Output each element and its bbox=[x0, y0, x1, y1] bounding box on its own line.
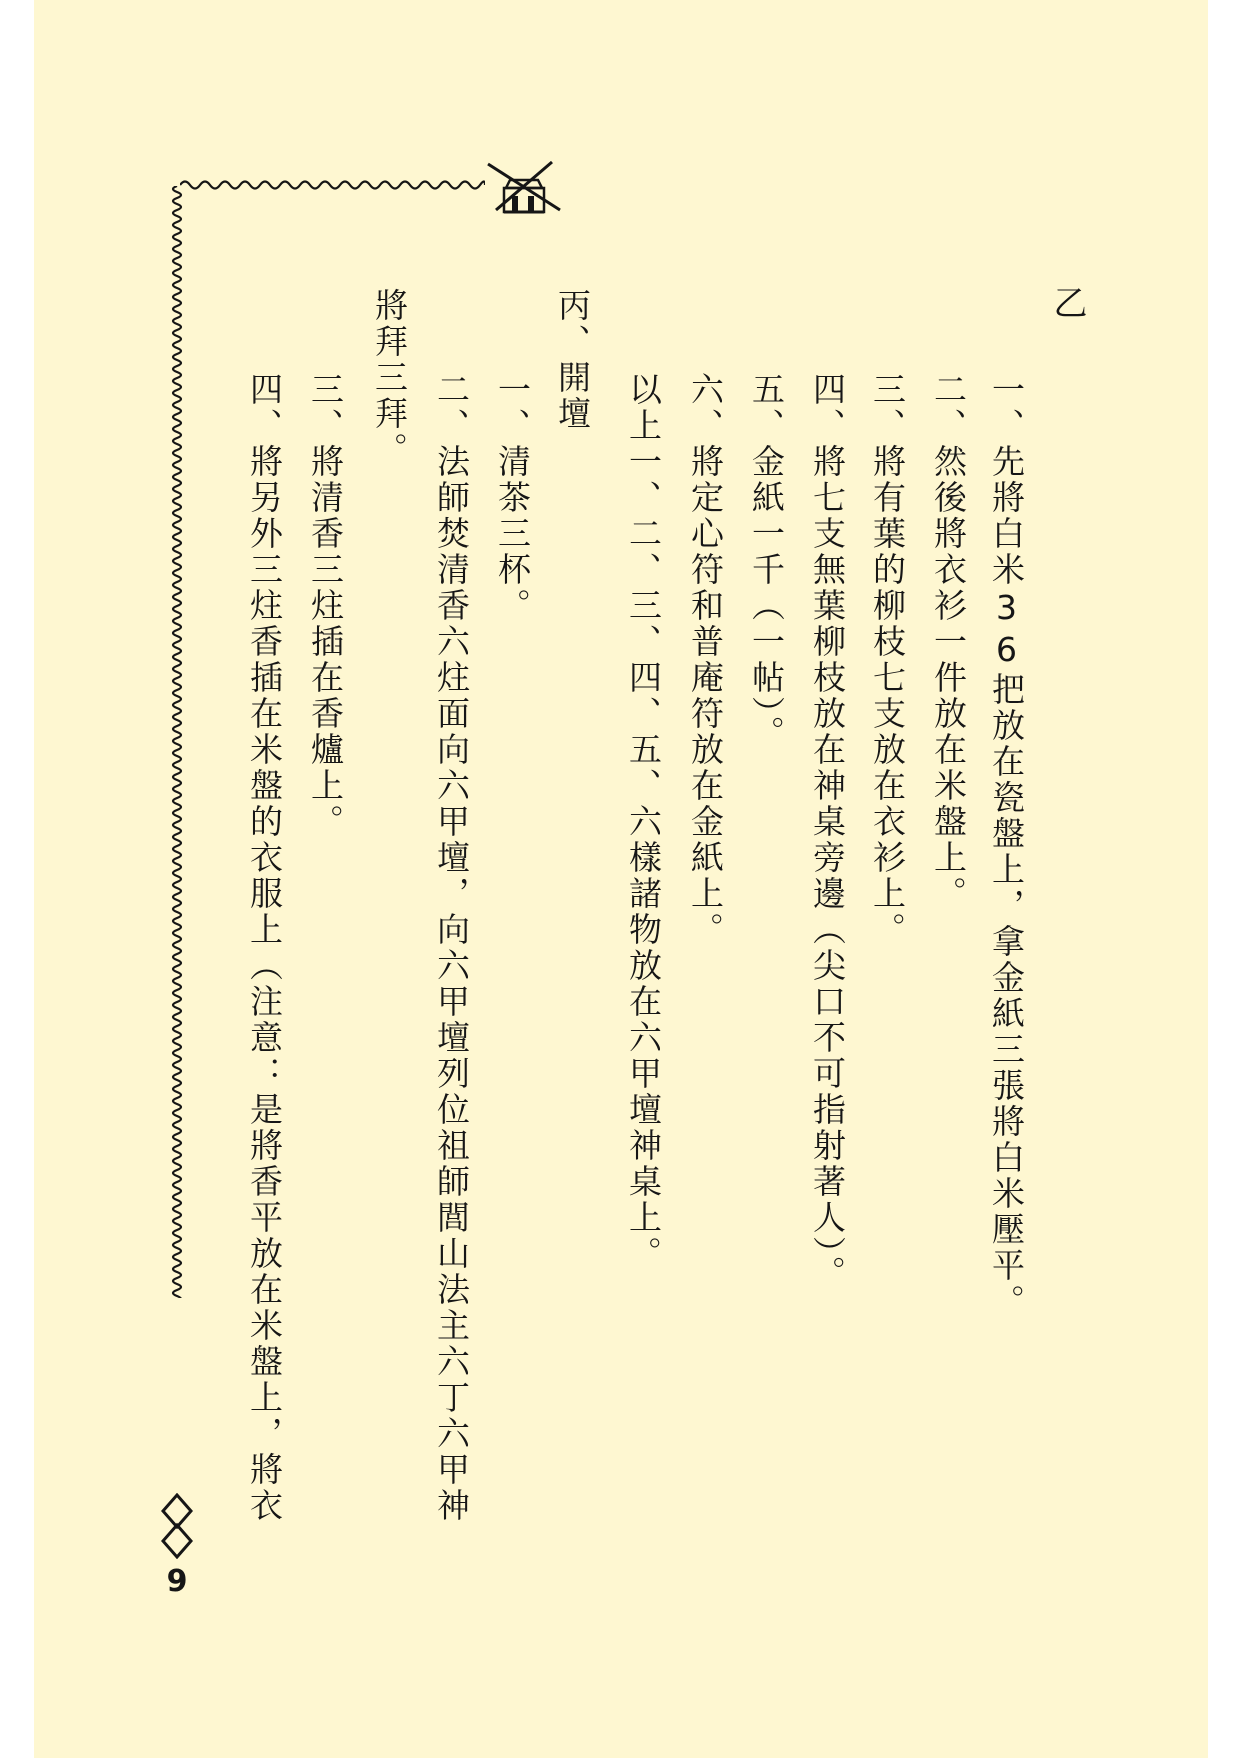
section-heading-bing: 丙、開壇 bbox=[553, 288, 592, 432]
text-line-3: 三、將有葉的柳枝七支放在衣衫上。 bbox=[868, 372, 907, 948]
text-line-9: 一、清茶三杯。 bbox=[493, 372, 532, 624]
text-line-5: 五、金紙一千（一帖）。 bbox=[747, 372, 786, 752]
book-page bbox=[34, 0, 1208, 1758]
rope-border-top bbox=[180, 178, 485, 192]
rope-border-left bbox=[166, 186, 188, 1298]
text-line-4: 四、將七支無葉柳枝放在神桌旁邊（尖口不可指射著人）。 bbox=[808, 372, 847, 1292]
page-number: 9 bbox=[166, 1564, 188, 1599]
text-line-12: 三、將清香三炷插在香爐上。 bbox=[306, 372, 345, 840]
text-line-11: 將拜三拜。 bbox=[370, 288, 409, 468]
page-marker-diamond-icon bbox=[160, 1493, 194, 1559]
text-line-13: 四、將另外三炷香插在米盤的衣服上（注意：是將香平放在米盤上，將衣 bbox=[245, 372, 284, 1524]
section-heading: 乙 bbox=[1047, 285, 1087, 322]
ornament-emblem-icon bbox=[482, 158, 566, 220]
text-line-2: 二、然後將衣衫一件放在米盤上。 bbox=[929, 372, 968, 912]
text-line-1: 一、先將白米36把放在瓷盤上，拿金紙三張將白米壓平。 bbox=[987, 372, 1026, 1320]
text-line-10: 二、法師焚清香六炷面向六甲壇，向六甲壇列位祖師閭山法主六丁六甲神 bbox=[432, 372, 471, 1524]
text-line-6: 六、將定心符和普庵符放在金紙上。 bbox=[686, 372, 725, 948]
text-line-7: 以上一、二、三、四、五、六樣諸物放在六甲壇神桌上。 bbox=[624, 372, 663, 1272]
